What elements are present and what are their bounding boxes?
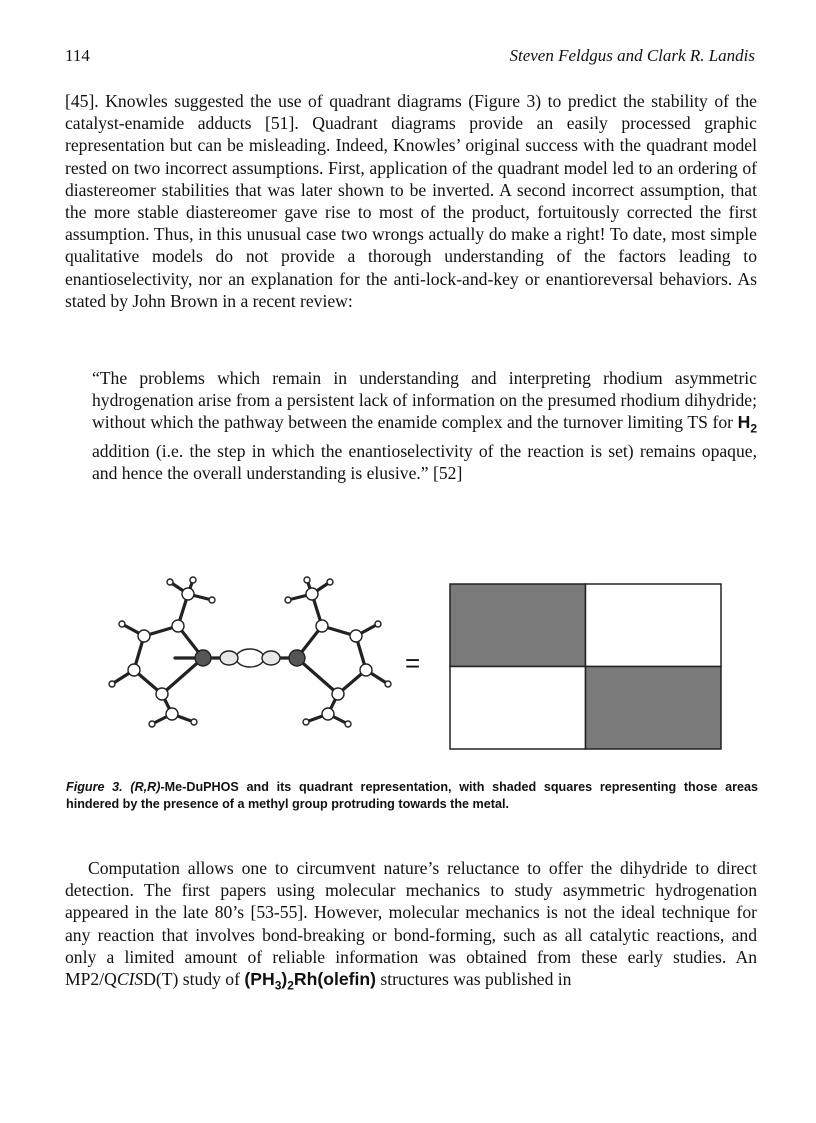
h2-formula-subscript: 2 xyxy=(750,421,757,436)
stereo-descriptor: (R,R) xyxy=(130,780,161,794)
molecule-atoms xyxy=(109,577,391,727)
me-duphos-molecule-figure xyxy=(100,572,400,732)
formula-part-a: (PH xyxy=(244,969,275,990)
body-paragraph-2 xyxy=(65,857,757,997)
method-rest: D(T) study of xyxy=(143,969,245,990)
equals-sign: = xyxy=(405,648,421,678)
block-quote xyxy=(92,367,757,485)
body-paragraph-1: [45]. Knowles suggested the use of quadrant diagrams (Figure 3) to predict the stability of the catalyst-enamide adducts [51]. Quadrant diagrams provide an easily processed graphic representation but can be misleading. Indeed, Knowles’ original success with the quadrant model rested on two incorrect assumptions. First, application of the quadrant model led to an ordering of diastereomer stabilities that was later shown to be inverted. A second incorrect assumption, that the more stable diastereomer gave rise to most of the product, fortuitously corrected the first assumption. Thus, in this unusual case two wrongs actually do make a right! To date, most simple qualitative models do not provide a thorough understanding of the factors leading to enantioselectivity, nor an explanation for the anti-lock-and-key or enantioreversal behaviors. As stated by John Brown in a recent review: xyxy=(65,91,757,311)
running-title: Steven Feldgus and Clark R. Landis xyxy=(509,46,755,65)
h2-formula xyxy=(737,412,757,436)
quadrant-top-left xyxy=(450,584,586,667)
page-number: 114 xyxy=(65,46,90,65)
paragraph2-text-end: structures was published in xyxy=(376,969,572,990)
method-italic: CIS xyxy=(116,969,144,990)
rh-olefin-formula xyxy=(244,969,377,993)
paragraph2-text-start: Computation allows one to circumvent nature’s reluctance to offer the dihydride to direct detection. The first papers using molecular mechanics to study asymmetric hydrogenation appeared in the late 80’s [53-55]. However, molecular mechanics is not the ideal technique for any reaction that involves bond-breaking or bond-forming, such as all catalytic reactions, and only a limited amount of reliable information was obtained from these early studies. An MP2/Q xyxy=(65,858,757,990)
figure-caption xyxy=(66,779,758,813)
h2-formula-symbol: H xyxy=(737,412,751,433)
figure-label: Figure 3. xyxy=(66,780,123,794)
quadrant-bottom-left xyxy=(450,667,586,750)
formula-sub-3: 3 xyxy=(274,978,282,993)
formula-part-b: ) xyxy=(281,969,288,990)
caption-text: -Me-DuPHOS and its quadrant representation, with shaded squares representing those areas hindered by the presence of a methyl group protruding towards the metal. xyxy=(66,780,759,811)
formula-sub-2: 2 xyxy=(287,978,294,993)
quote-text-start: “The problems which remain in understanding and interpreting rhodium asymmetric hydrogenation arise from a persistent lack of information on the presumed rhodium dihydride; without which the pathway between the enamide complex and the turnover limiting TS for xyxy=(92,368,757,433)
quote-text-end: addition (i.e. the step in which the enantioselectivity of the reaction is set) remains opaque, and hence the overall understanding is elusive.” [52] xyxy=(92,441,757,484)
running-header xyxy=(65,46,755,70)
quadrant-bottom-right xyxy=(586,667,722,750)
formula-part-c: Rh(olefin) xyxy=(293,969,377,990)
quadrant-top-right xyxy=(586,584,722,667)
quadrant-diagram xyxy=(449,583,722,750)
